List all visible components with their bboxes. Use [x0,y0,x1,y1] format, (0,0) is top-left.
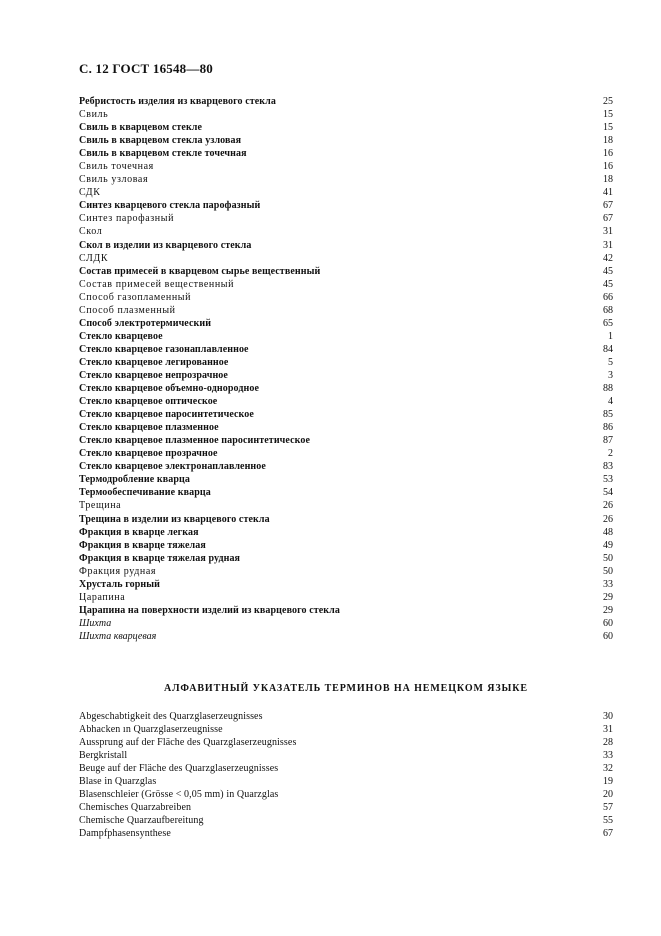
index-entry [79,382,613,395]
index-page-number: 60 [603,630,613,642]
index-term: Abhacken ın Quarzglaserzeugnisse [79,724,223,736]
index-page-number: 3 [608,369,613,381]
index-page-number: 48 [603,526,613,538]
index-page-number: 2 [608,448,613,460]
index-term: Термодробление кварца [79,474,190,486]
index-term: Blasenschleier (Grösse < 0,05 mm) in Quarzglas [79,789,279,801]
index-entry [79,788,613,801]
index-entry [79,160,613,173]
index-entry [79,723,613,736]
index-entry [79,225,613,238]
index-entry [79,186,613,199]
index-term: Свиль узловая [79,174,149,186]
index-entry [79,539,613,552]
index-term: Chemische Quarzaufbereitung [79,815,204,827]
index-page-number: 29 [603,591,613,603]
german-term-index [79,710,613,840]
index-page-number: 85 [603,409,613,421]
index-entry [79,460,613,473]
index-entry [79,827,613,840]
index-page-number: 60 [603,617,613,629]
index-page-number: 32 [603,763,613,775]
german-index-title: АЛФАВИТНЫЙ УКАЗАТЕЛЬ ТЕРМИНОВ НА НЕМЕЦКОМ ЯЗЫКЕ [164,683,528,694]
index-entry [79,617,613,630]
index-page-number: 16 [603,148,613,160]
index-term: Стекло кварцевое непрозрачное [79,369,228,381]
index-entry [79,278,613,291]
index-term: Царапина [79,591,126,603]
index-page-number: 20 [603,789,613,801]
index-page-number: 50 [603,565,613,577]
index-term: Способ плазменный [79,304,176,316]
index-term: Синтез кварцевого стекла парофазный [79,200,261,212]
index-entry [79,173,613,186]
index-term: Состав примесей в кварцевом сырье вещественный [79,265,321,277]
index-term: Bergkristall [79,750,128,762]
index-entry [79,447,613,460]
index-entry [79,408,613,421]
index-term: Способ электротермический [79,317,212,329]
index-term: Трещина [79,500,122,512]
index-page-number: 49 [603,539,613,551]
index-term: Свиль точечная [79,161,154,173]
index-entry [79,265,613,278]
index-entry [79,801,613,814]
index-page-number: 41 [603,187,613,199]
index-page-number: 1 [608,330,613,342]
index-page-number: 68 [603,304,613,316]
index-term: Стекло кварцевое газонаплавленное [79,343,249,355]
index-entry [79,356,613,369]
index-term: Способ газопламенный [79,291,192,303]
index-term: Фракция в кварце тяжелая рудная [79,552,241,564]
index-term: Стекло кварцевое паросинтетическое [79,409,254,421]
index-term: Свиль [79,109,109,121]
index-page-number: 83 [603,461,613,473]
index-term: Стекло кварцевое объемно-однородное [79,383,259,395]
index-entry [79,604,613,617]
index-page-number: 18 [603,174,613,186]
index-entry [79,486,613,499]
index-term: Состав примесей вещественный [79,278,235,290]
index-entry [79,749,613,762]
index-entry [79,762,613,775]
index-entry [79,317,613,330]
index-term: Свиль в кварцевом стекле [79,122,203,134]
index-term: Свиль в кварцевом стекла узловая [79,135,242,147]
index-term: Chemisches Quarzabreiben [79,802,192,814]
index-term: Стекло кварцевое плазменное [79,422,219,434]
index-page-number: 33 [603,750,613,762]
index-entry [79,395,613,408]
index-page-number: 88 [603,383,613,395]
index-term: Стекло кварцевое прозрачное [79,448,218,460]
index-page-number: 86 [603,422,613,434]
index-page-number: 31 [603,724,613,736]
index-term: Ребристость изделия из кварцевого стекла [79,96,276,107]
index-page-number: 25 [603,96,613,107]
index-term: Царапина на поверхности изделий из кварцевого стекла [79,604,340,616]
index-entry [79,343,613,356]
index-term: Стекло кварцевое плазменное паросинтетическое [79,435,310,447]
index-page-number: 15 [603,109,613,121]
index-term: Стекло кварцевое легированное [79,356,229,368]
index-entry [79,814,613,827]
index-entry [79,121,613,134]
russian-term-index [79,95,613,643]
index-entry [79,434,613,447]
index-page-number: 33 [603,578,613,590]
index-page-number: 67 [603,200,613,212]
index-entry [79,736,613,749]
index-entry [79,565,613,578]
index-entry [79,212,613,225]
index-page-number: 54 [603,487,613,499]
index-page-number: 30 [603,711,613,722]
index-entry [79,499,613,512]
index-term: Шихта кварцевая [79,630,157,642]
index-entry [79,473,613,486]
index-term: Термообеспечивание кварца [79,487,211,499]
index-term: Стекло кварцевое оптическое [79,396,218,408]
index-term: Abgeschabtigkeit des Quarzglaserzeugnisses [79,711,263,722]
index-entry [79,108,613,121]
index-term: Хрусталь горный [79,578,160,590]
index-page-number: 45 [603,265,613,277]
index-term: Синтез парофазный [79,213,175,225]
index-term: Свиль в кварцевом стекле точечная [79,148,247,160]
index-page-number: 26 [603,500,613,512]
index-term: Скол [79,226,103,238]
index-entry [79,513,613,526]
index-page-number: 84 [603,343,613,355]
index-page-number: 57 [603,802,613,814]
index-page-number: 87 [603,435,613,447]
index-page-number: 31 [603,226,613,238]
index-entry [79,526,613,539]
index-page-number: 5 [608,356,613,368]
index-term: Blase in Quarzglas [79,776,157,788]
index-entry [79,304,613,317]
index-entry [79,630,613,643]
index-entry [79,578,613,591]
index-term: СЛДК [79,252,109,264]
index-page-number: 50 [603,552,613,564]
index-entry [79,591,613,604]
index-entry [79,134,613,147]
index-entry [79,95,613,108]
index-page-number: 31 [603,239,613,251]
index-page-number: 53 [603,474,613,486]
index-entry [79,369,613,382]
index-term: Фракция в кварце легкая [79,526,199,538]
index-entry [79,291,613,304]
index-page-number: 55 [603,815,613,827]
index-page-number: 42 [603,252,613,264]
index-entry [79,252,613,265]
index-page-number: 67 [603,213,613,225]
index-entry [79,330,613,343]
index-entry [79,552,613,565]
index-entry [79,775,613,788]
index-term: Beuge auf der Fläche des Quarzglaserzeugnisses [79,763,279,775]
index-page-number: 18 [603,135,613,147]
index-page-number: 16 [603,161,613,173]
page-header: С. 12 ГОСТ 16548—80 [79,61,213,76]
index-entry [79,421,613,434]
index-term: Aussprung auf der Fläche des Quarzglaserzeugnisses [79,737,297,749]
index-page-number: 45 [603,278,613,290]
index-entry [79,239,613,252]
index-term: Стекло кварцевое электронаплавленное [79,461,266,473]
index-term: Dampfphasensynthese [79,828,171,840]
index-page-number: 28 [603,737,613,749]
index-entry [79,710,613,723]
index-page-number: 29 [603,604,613,616]
index-term: Трещина в изделии из кварцевого стекла [79,513,270,525]
index-page-number: 66 [603,291,613,303]
index-page-number: 19 [603,776,613,788]
index-page-number: 4 [608,396,613,408]
index-page-number: 65 [603,317,613,329]
index-term: Шихта [79,617,112,629]
index-page-number: 15 [603,122,613,134]
index-term: Скол в изделии из кварцевого стекла [79,239,252,251]
index-term: Стекло кварцевое [79,330,163,342]
index-term: Фракция рудная [79,565,157,577]
index-term: СДК [79,187,101,199]
index-page-number: 26 [603,513,613,525]
index-entry [79,199,613,212]
index-term: Фракция в кварце тяжелая [79,539,206,551]
index-page-number: 67 [603,828,613,840]
index-entry [79,147,613,160]
